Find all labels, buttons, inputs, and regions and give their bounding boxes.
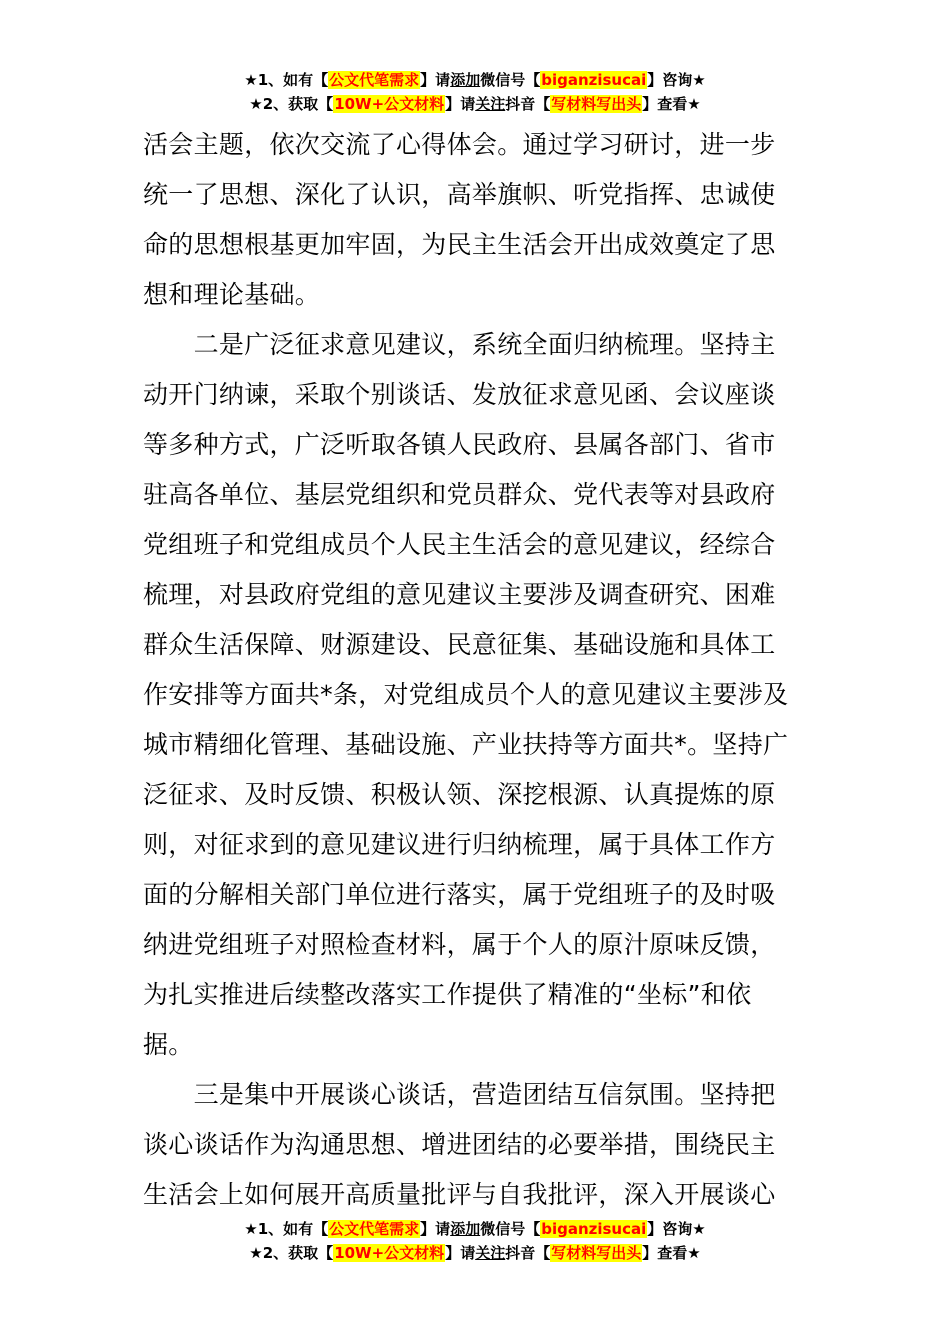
- banner-emphasis: 关注: [475, 95, 506, 113]
- banner-text: 】请: [445, 1244, 476, 1262]
- banner-line-1: [0, 68, 950, 92]
- text-line: 梳理，对县政府党组的意见建议主要涉及调查研究、困难: [143, 580, 776, 609]
- text-line: 则，对征求到的意见建议进行归纳梳理，属于具体工作方: [143, 830, 776, 859]
- text-line: 等多种方式，广泛听取各镇人民政府、县属各部门、省市: [143, 430, 776, 459]
- banner-text: 抖音【: [505, 1244, 551, 1262]
- text-line: 驻高各单位、基层党组织和党员群众、党代表等对县政府: [143, 480, 776, 509]
- text-line: 纳进党组班子对照检查材料，属于个人的原汁原味反馈，: [143, 930, 776, 959]
- banner-wechat-id: biganzisucai: [541, 71, 647, 89]
- banner-text: ★1、如有【: [244, 1220, 329, 1238]
- text-line: 据。: [143, 1030, 194, 1059]
- text-line: 生活会上如何展开高质量批评与自我批评，深入开展谈心: [143, 1180, 776, 1209]
- footer-banner: [0, 1217, 950, 1265]
- banner-text: 】查看★: [642, 95, 701, 113]
- banner-wechat-id: biganzisucai: [541, 1220, 647, 1238]
- text-line: 活会主题，依次交流了心得体会。通过学习研讨，进一步: [143, 130, 776, 159]
- header-banner: [0, 68, 950, 116]
- text-line: 群众生活保障、财源建设、民意征集、基础设施和具体工: [143, 630, 776, 659]
- banner-line-2: [0, 92, 950, 116]
- banner-highlight: 公文代笔需求: [329, 1220, 420, 1238]
- banner-emphasis: 添加: [450, 71, 481, 89]
- text-line: 为扎实推进后续整改落实工作提供了精准的“坐标”和依: [143, 980, 752, 1009]
- banner-emphasis: 关注: [475, 1244, 506, 1262]
- banner-emphasis: 添加: [450, 1220, 481, 1238]
- text-line: 统一了思想、深化了认识，高举旗帜、听党指挥、忠诚使: [143, 180, 776, 209]
- banner-line-1: [0, 1217, 950, 1241]
- banner-text: 】查看★: [642, 1244, 701, 1262]
- text-line: 三是集中开展谈心谈话，营造团结互信氛围。坚持把: [143, 1080, 776, 1109]
- text-line: 想和理论基础。: [143, 280, 321, 309]
- banner-text: 】咨询★: [647, 1220, 706, 1238]
- banner-text: 微信号【: [480, 1220, 541, 1238]
- banner-line-2: [0, 1241, 950, 1265]
- banner-text: 】请: [445, 95, 476, 113]
- text-line: 命的思想根基更加牢固，为民主生活会开出成效奠定了思: [143, 230, 776, 259]
- banner-text: ★2、获取【: [249, 1244, 334, 1262]
- text-line: 党组班子和党组成员个人民主生活会的意见建议，经综合: [143, 530, 776, 559]
- text-line: 泛征求、及时反馈、积极认领、深挖根源、认真提炼的原: [143, 780, 776, 809]
- banner-text: ★2、获取【: [249, 95, 334, 113]
- banner-text: 微信号【: [480, 71, 541, 89]
- banner-text: 】请: [420, 71, 451, 89]
- banner-highlight: 10W+公文材料: [334, 1244, 445, 1262]
- banner-douyin-id: 写材料写出头: [551, 1244, 642, 1262]
- text-line: 谈心谈话作为沟通思想、增进团结的必要举措，围绕民主: [143, 1130, 776, 1159]
- banner-text: 】咨询★: [647, 71, 706, 89]
- document-body: [143, 120, 807, 1220]
- banner-douyin-id: 写材料写出头: [551, 95, 642, 113]
- text-line: 作安排等方面共*条，对党组成员个人的意见建议主要涉及: [143, 680, 789, 709]
- text-line: 面的分解相关部门单位进行落实，属于党组班子的及时吸: [143, 880, 776, 909]
- banner-text: 抖音【: [505, 95, 551, 113]
- banner-highlight: 公文代笔需求: [329, 71, 420, 89]
- text-line: 城市精细化管理、基础设施、产业扶持等方面共*。坚持广: [143, 730, 789, 759]
- text-line: 二是广泛征求意见建议，系统全面归纳梳理。坚持主: [143, 330, 776, 359]
- banner-text: ★1、如有【: [244, 71, 329, 89]
- banner-text: 】请: [420, 1220, 451, 1238]
- text-line: 动开门纳谏，采取个别谈话、发放征求意见函、会议座谈: [143, 380, 776, 409]
- banner-highlight: 10W+公文材料: [334, 95, 445, 113]
